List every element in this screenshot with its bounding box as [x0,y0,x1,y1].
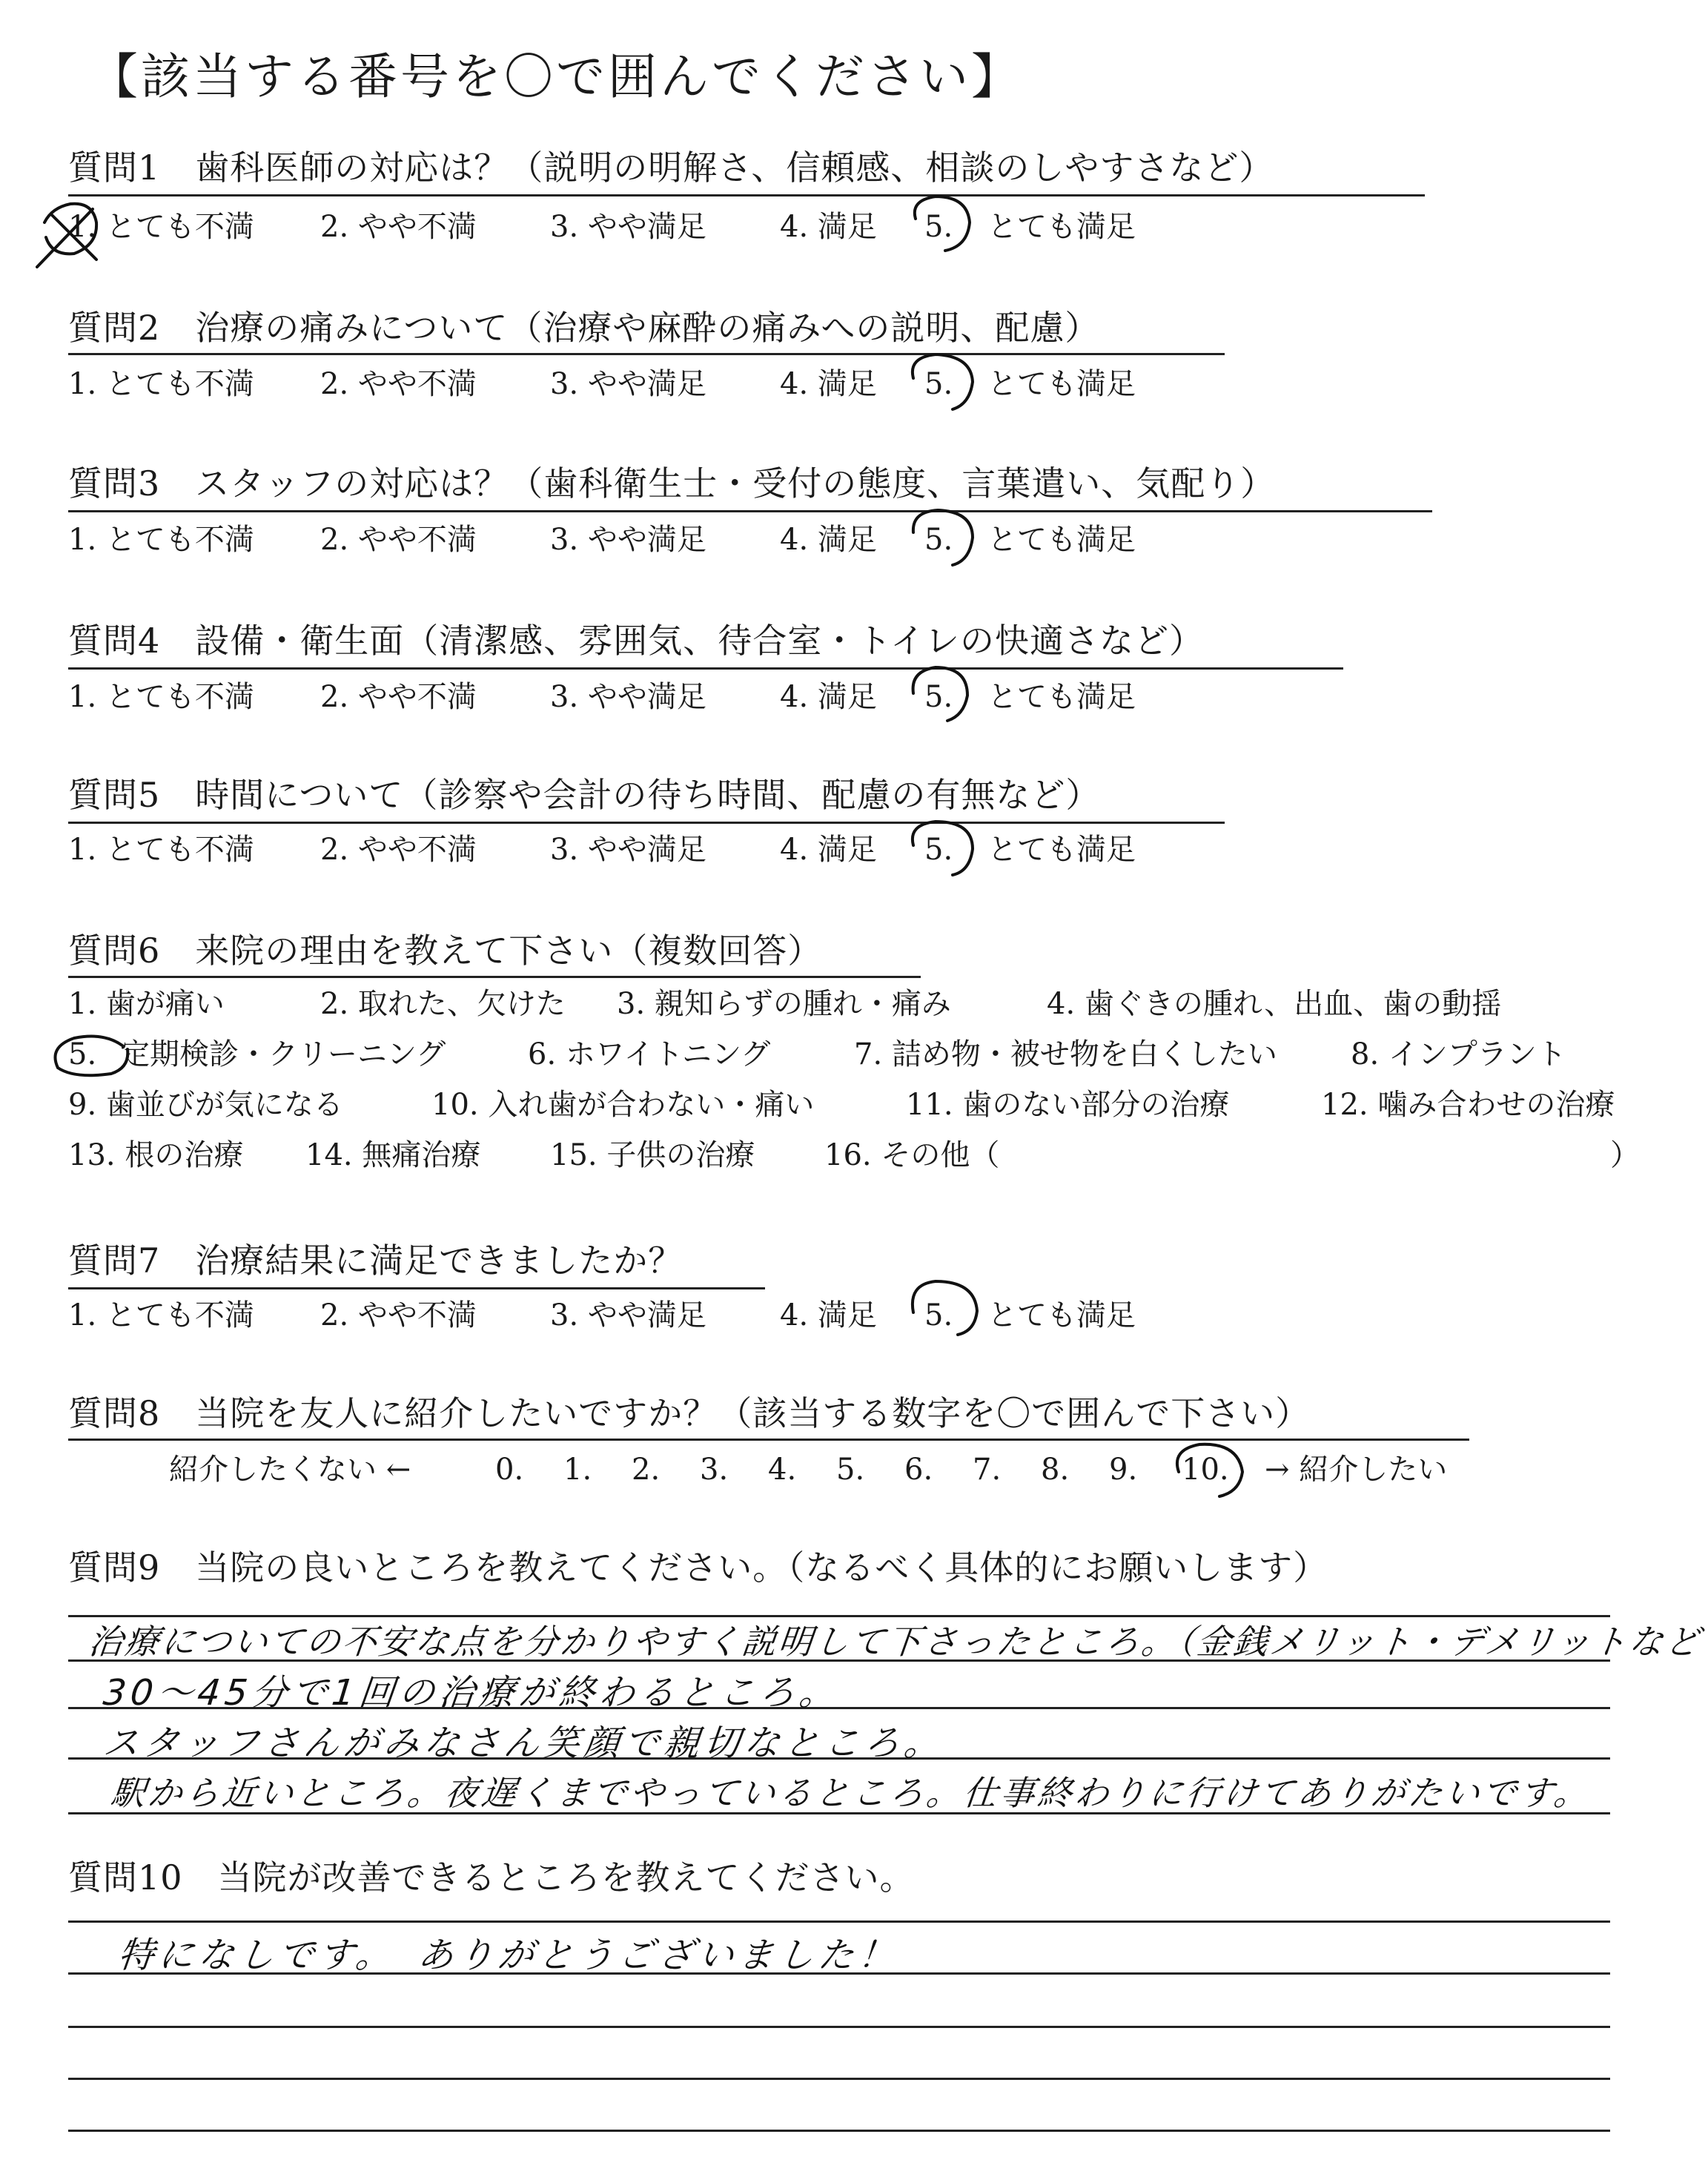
scale-8[interactable]: 8. [1041,1453,1070,1487]
reason-7[interactable]: 7. 詰め物・被せ物を白くしたい [854,1037,1277,1071]
option-5-label: とても満足 [987,1298,1136,1332]
reason-5-label: 定期検診・クリーニング [120,1037,446,1071]
option-2[interactable]: 2. やや不満 [320,1298,477,1332]
reason-11[interactable]: 11. 歯のない部分の治療 [906,1088,1230,1122]
scale-0[interactable]: 0. [495,1453,524,1487]
option-3[interactable]: 3. やや満足 [550,367,706,401]
option-2[interactable]: 2. やや不満 [320,210,477,244]
scale-10[interactable]: 10. [1182,1453,1229,1487]
reason-10[interactable]: 10. 入れ歯が合わない・痛い [431,1088,815,1122]
handwritten-answer-4: 駅から近いところ。夜遅くまでやっているところ。仕事終わりに行けてありがたいです。 [108,1773,1593,1813]
question-3-title: 質問3 スタッフの対応は？（歯科衛生士・受付の態度、言葉遣い、気配り） [68,463,1276,503]
option-4[interactable]: 4. 満足 [780,367,877,401]
option-3[interactable]: 3. やや満足 [550,833,706,867]
option-1[interactable]: 1. とても不満 [68,680,254,714]
question-7-title: 質問7 治療結果に満足できましたか？ [68,1241,683,1281]
option-1[interactable]: 1. とても不満 [68,523,254,557]
question-1-title: 質問1 歯科医師の対応は？（説明の明解さ、信頼感、相談のしやすさなど） [68,148,1274,188]
option-4[interactable]: 4. 満足 [780,523,877,557]
option-3[interactable]: 3. やや満足 [550,210,706,244]
circle-mark-icon [913,354,973,409]
option-5-label: とても満足 [987,523,1136,557]
option-1[interactable]: 1. とても不満 [68,1298,254,1332]
option-4[interactable]: 4. 満足 [780,210,877,244]
scale-5[interactable]: 5. [836,1453,865,1487]
instruction-header: 【該当する番号を〇で囲んでください】 [89,48,1023,105]
option-5[interactable]: 5. [924,210,953,244]
option-5[interactable]: 5. [924,1298,953,1332]
scale-7[interactable]: 7. [973,1453,1002,1487]
reason-14[interactable]: 14. 無痛治療 [305,1138,481,1172]
scale-left-label: 紹介したくない ← [169,1453,411,1487]
question-9-title: 質問9 当院の良いところを教えてください。（なるべく具体的にお願いします） [68,1548,1328,1588]
reason-1[interactable]: 1. 歯が痛い [68,987,225,1021]
handwritten-answer-q10: 特になしです。 ありがとうございました！ [116,1935,901,1976]
option-2[interactable]: 2. やや不満 [320,523,477,557]
option-3[interactable]: 3. やや満足 [550,1298,706,1332]
reason-16[interactable]: 16. その他（ [824,1138,1000,1172]
option-1[interactable]: 1. とても不満 [68,210,254,244]
option-2[interactable]: 2. やや不満 [320,833,477,867]
reason-12[interactable]: 12. 噛み合わせの治療 [1321,1088,1615,1122]
reason-16-close: ） [1610,1138,1640,1172]
question-5-title: 質問5 時間について（診察や会計の待ち時間、配慮の有無など） [68,775,1101,815]
scale-3[interactable]: 3. [700,1453,729,1487]
circle-mark-icon [1177,1444,1242,1496]
question-4-title: 質問4 設備・衛生面（清潔感、雰囲気、待合室・トイレの快適さなど） [68,621,1204,661]
reason-5[interactable]: 5. [68,1037,97,1071]
option-4[interactable]: 4. 満足 [780,833,877,867]
option-1[interactable]: 1. とても不満 [68,833,254,867]
option-5-label: とても満足 [987,367,1136,401]
option-5[interactable]: 5. [924,367,953,401]
scale-right-label: → 紹介したい [1265,1453,1448,1487]
reason-9[interactable]: 9. 歯並びが気になる [68,1088,343,1122]
option-3[interactable]: 3. やや満足 [550,523,706,557]
option-5-label: とても満足 [987,680,1136,714]
option-5[interactable]: 5. [924,523,953,557]
reason-13[interactable]: 13. 根の治療 [68,1138,244,1172]
reason-4[interactable]: 4. 歯ぐきの腫れ、出血、歯の動揺 [1047,987,1502,1021]
reason-15[interactable]: 15. 子供の治療 [550,1138,755,1172]
question-6-title: 質問6 来院の理由を教えて下さい（複数回答） [68,931,823,971]
reason-8[interactable]: 8. インプラント [1351,1037,1566,1071]
circle-mark-icon [913,510,973,565]
circle-mark-icon [913,822,973,875]
option-2[interactable]: 2. やや不満 [320,680,477,714]
question-2-title: 質問2 治療の痛みについて（治療や麻酔の痛みへの説明、配慮） [68,308,1100,348]
circle-mark-icon [913,1281,977,1335]
option-5[interactable]: 5. [924,833,953,867]
scale-6[interactable]: 6. [904,1453,933,1487]
option-5-label: とても満足 [987,210,1136,244]
question-10-title: 質問10 当院が改善できるところを教えてください。 [68,1857,915,1898]
option-4[interactable]: 4. 満足 [780,680,877,714]
handwritten-answer-3: スタッフさんがみなさん笑顔で親切なところ。 [101,1723,947,1764]
scale-1[interactable]: 1. [563,1453,592,1487]
option-4[interactable]: 4. 満足 [780,1298,877,1332]
reason-3[interactable]: 3. 親知らずの腫れ・痛み [617,987,951,1021]
option-2[interactable]: 2. やや不満 [320,367,477,401]
circle-mark-icon [55,1037,128,1076]
option-1[interactable]: 1. とても不満 [68,367,254,401]
circle-mark-icon [915,196,970,251]
circle-mark-icon [913,667,967,721]
handwritten-answer-1: 治療についての不安な点を分かりやすく説明して下さったところ。（金銭メリット・デメリットなど [86,1622,1704,1662]
scale-2[interactable]: 2. [632,1453,661,1487]
handwritten-answer-2: 30～45分で1回の治療が終わるところ。 [101,1672,842,1714]
reason-6[interactable]: 6. ホワイトニング [528,1037,771,1071]
option-5-label: とても満足 [987,833,1136,867]
option-3[interactable]: 3. やや満足 [550,680,706,714]
scale-4[interactable]: 4. [768,1453,797,1487]
reason-2[interactable]: 2. 取れた、欠けた [320,987,566,1021]
scale-9[interactable]: 9. [1109,1453,1138,1487]
option-5[interactable]: 5. [924,680,953,714]
question-8-title: 質問8 当院を友人に紹介したいですか？（該当する数字を〇で囲んで下さい） [68,1393,1311,1433]
